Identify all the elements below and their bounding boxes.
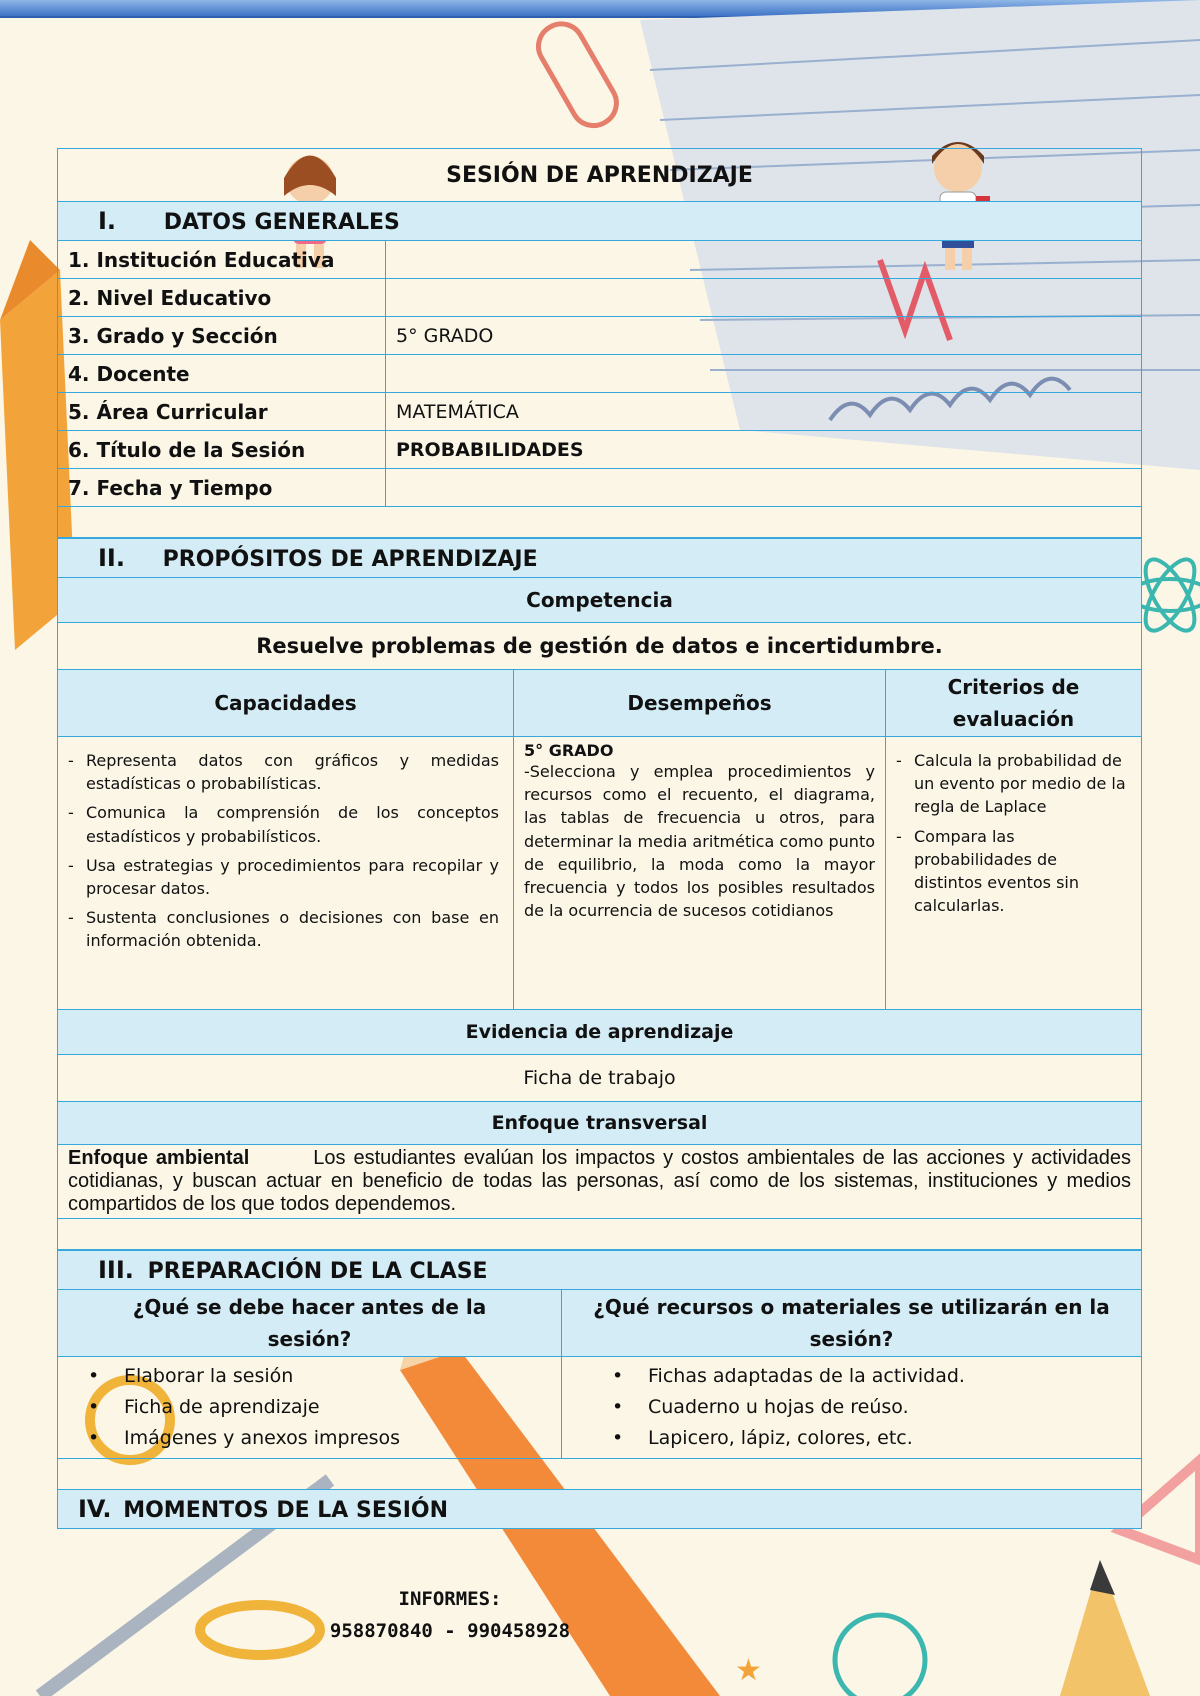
list-item: - Sustenta conclusiones o decisiones con base en información obtenida. [68, 906, 499, 952]
capacidades-cell [58, 737, 514, 1010]
list-item: • Fichas adaptadas de la actividad. [612, 1361, 1141, 1392]
col-header-capacidades: Capacidades [58, 670, 514, 737]
list-item: - Calcula la probabilidad de un evento por medio de la regla de Laplace [896, 749, 1127, 819]
datos-label: 2. Nivel Educativo [58, 279, 386, 317]
datos-label: 5. Área Curricular [58, 393, 386, 431]
enfoque-name: Enfoque ambiental [68, 1147, 250, 1169]
list-item: - Compara las probabilidades de distintos eventos sin calcularlas. [896, 825, 1127, 918]
section-heading-propositos [58, 539, 1142, 578]
capacidades-list [68, 749, 503, 953]
page-title: SESIÓN DE APRENDIZAJE [58, 149, 1142, 202]
desempeno-text: -Selecciona y emplea procedimientos y recursos como el recuento, el diagrama, las tablas de frecuencia u otros, para determinar la media aritmética como punto de equilibrio, la moda como la mayor frecuencia y todos los posibles resultados de la ocurrencia de sucesos cotidianos [524, 762, 875, 921]
section-number: IV. [78, 1495, 112, 1523]
list-item: • Cuaderno u hojas de reúso. [612, 1392, 1141, 1423]
list-item: • Lapicero, lápiz, colores, etc. [612, 1423, 1141, 1454]
datos-label: 3. Grado y Sección [58, 317, 386, 355]
criterios-list [896, 749, 1131, 917]
enfoque-cell [58, 1145, 1142, 1219]
datos-value [386, 355, 1142, 393]
star-icon: ★ [735, 1653, 762, 1688]
datos-row [58, 317, 1142, 355]
evidencia-text: Ficha de trabajo [58, 1055, 1142, 1102]
criterios-cell [886, 737, 1142, 1010]
datos-label: 4. Docente [58, 355, 386, 393]
footer-label: INFORMES: [398, 1588, 502, 1610]
list-item: - Representa datos con gráficos y medidas estadísticas o probabilísticas. [68, 749, 499, 795]
pencil-right-icon [1060, 1560, 1150, 1696]
enfoque-label: Enfoque transversal [58, 1102, 1142, 1145]
globe-icon [835, 1615, 925, 1696]
col-header-criterios: Criterios de evaluación [886, 670, 1142, 737]
datos-row [58, 431, 1142, 469]
col-header-antes: ¿Qué se debe hacer antes de la sesión? [58, 1290, 562, 1357]
section-heading-momentos [58, 1490, 1142, 1529]
list-item: • Elaborar la sesión [88, 1361, 561, 1392]
datos-row [58, 393, 1142, 431]
datos-value: 5° GRADO [386, 317, 1142, 355]
antes-list [58, 1361, 561, 1454]
session-sheet [57, 148, 1142, 1529]
preparacion-table [57, 1250, 1142, 1529]
antes-cell [58, 1357, 562, 1459]
list-item: • Ficha de aprendizaje [88, 1392, 561, 1423]
col-header-desempenos: Desempeños [514, 670, 886, 737]
list-item: - Comunica la comprensión de los conceptos estadísticos y probabilísticos. [68, 801, 499, 847]
datos-value [386, 469, 1142, 507]
enfoque-text: Los estudiantes evalúan los impactos y costos ambientales de las acciones y actividades cotidianas, y buscan actuar en beneficio de todas las personas, así como de los sistemas, instituciones y medios compartidos de los que todos dependemos. [68, 1147, 1132, 1215]
propositos-table [57, 538, 1142, 1250]
datos-row [58, 469, 1142, 507]
datos-value: MATEMÁTICA [386, 393, 1142, 431]
contact-footer [230, 1583, 670, 1647]
list-item: • Imágenes y anexos impresos [88, 1423, 561, 1454]
datos-label: 6. Título de la Sesión [58, 431, 386, 469]
spacer-row [58, 507, 1142, 538]
section-title: DATOS GENERALES [163, 210, 400, 235]
recursos-cell [562, 1357, 1142, 1459]
paperclip-icon [530, 16, 624, 134]
section-title: PREPARACIÓN DE LA CLASE [147, 1259, 488, 1284]
desempeno-grado: 5° GRADO [524, 741, 614, 760]
footer-phones: 958870840 - 990458928 [329, 1620, 571, 1642]
datos-label: 1. Institución Educativa [58, 241, 386, 279]
datos-value [386, 241, 1142, 279]
datos-row [58, 279, 1142, 317]
section-heading-datos [58, 202, 1142, 241]
competencia-text: Resuelve problemas de gestión de datos e incertidumbre. [58, 623, 1142, 670]
datos-row [58, 355, 1142, 393]
recursos-list [562, 1361, 1141, 1454]
datos-value: PROBABILIDADES [386, 431, 1142, 469]
evidencia-label: Evidencia de aprendizaje [58, 1010, 1142, 1055]
section-title: PROPÓSITOS DE APRENDIZAJE [162, 547, 538, 572]
col-header-recursos: ¿Qué recursos o materiales se utilizarán en la sesión? [562, 1290, 1142, 1357]
spacer-row [58, 1459, 1142, 1490]
datos-label: 7. Fecha y Tiempo [58, 469, 386, 507]
datos-generales-table [57, 148, 1142, 538]
desempenos-cell [514, 737, 886, 1010]
datos-row [58, 241, 1142, 279]
competencia-label: Competencia [58, 578, 1142, 623]
section-title: MOMENTOS DE LA SESIÓN [123, 1498, 449, 1523]
datos-value [386, 279, 1142, 317]
spacer-row [58, 1219, 1142, 1250]
list-item: - Usa estrategias y procedimientos para recopilar y procesar datos. [68, 854, 499, 900]
section-heading-preparacion [58, 1251, 1142, 1290]
section-number: I. [98, 207, 117, 235]
section-number: II. [98, 544, 125, 572]
section-number: III. [98, 1256, 134, 1284]
